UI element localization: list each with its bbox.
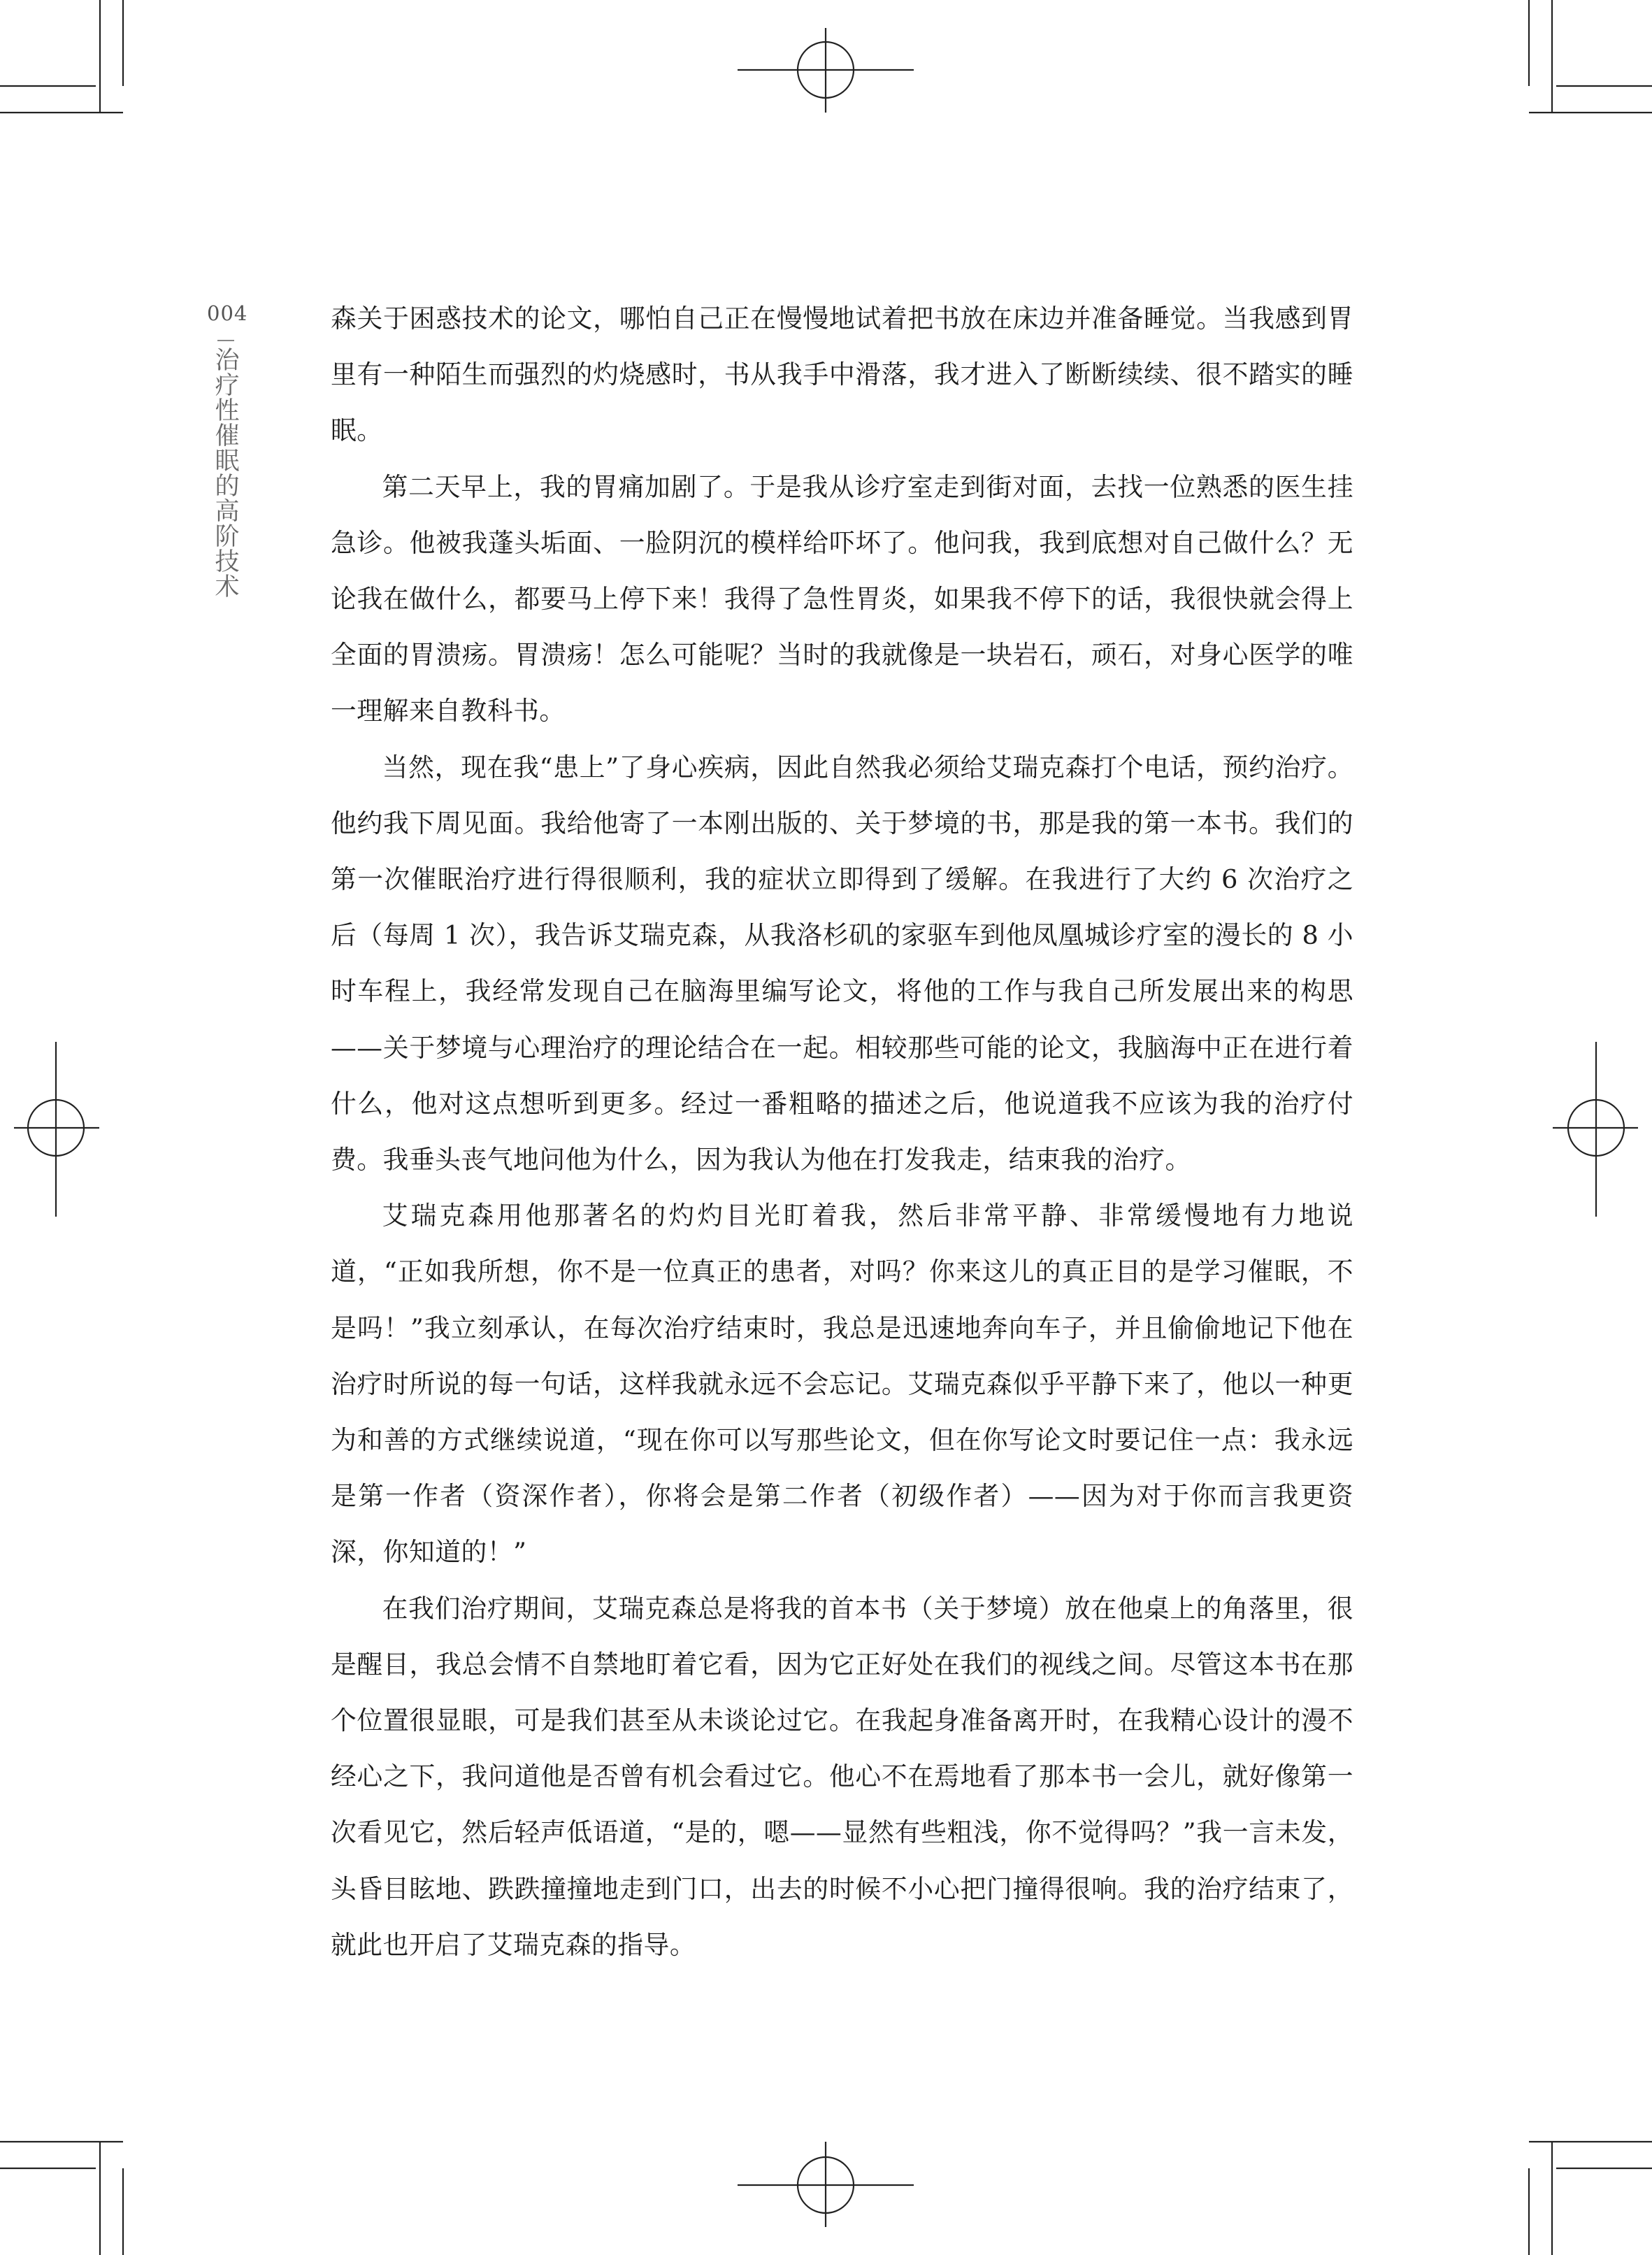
- paragraph: 森关于困惑技术的论文，哪怕自己正在慢慢地试着把书放在床边并准备睡觉。当我感到胃里有一种陌生而强烈的灼烧感时，书从我手中滑落，我才进入了断断续续、很不踏实的睡眠。: [331, 303, 1353, 446]
- paragraph: 第二天早上，我的胃痛加剧了。于是我从诊疗室走到街对面，去找一位熟悉的医生挂急诊。他被我蓬头垢面、一脸阴沉的模样给吓坏了。他问我，我到底想对自己做什么？无论我在做什么，都要马上停下来！我得了急性胃炎，如果我不停下的话，我很快就会得上全面的胃溃疡。胃溃疡！怎么可能呢？当时的我就像是一块岩石，顽石，对身心医学的唯一理解来自教科书。: [331, 471, 1353, 726]
- body-text: [331, 291, 1353, 1973]
- page-number: 004: [207, 301, 248, 325]
- paragraph: 当然，现在我“患上”了身心疾病，因此自然我必须给艾瑞克森打个电话，预约治疗。他约我下周见面。我给他寄了一本刚出版的、关于梦境的书，那是我的第一本书。我们的第一次催眠治疗进行得很顺利，我的症状立即得到了缓解。在我进行了大约 6 次治疗之后（每周 1 次），我告诉艾瑞克森，从我洛杉矶的家驱车到他凤凰城诊疗室的漫长的 8 小时车程上，我经常发现自己在脑海里编写论文，将他的工作与我自己所发展出来的构思——关于梦境与心理治疗的理论结合在一起。相较那些可能的论文，我脑海中正在进行着什么，他对这点想听到更多。经过一番粗略的描述之后，他说道我不应该为我的治疗付费。我垂头丧气地问他为什么，因为我认为他在打发我走，结束我的治疗。: [331, 752, 1353, 1175]
- paragraph: 在我们治疗期间，艾瑞克森总是将我的首本书（关于梦境）放在他桌上的角落里，很是醒目，我总会情不自禁地盯着它看，因为它正好处在我们的视线之间。尽管这本书在那个位置很显眼，可是我们甚至从未谈论过它。在我起身准备离开时，在我精心设计的漫不经心之下，我问道他是否曾有机会看过它。他心不在焉地看了那本书一会儿，就好像第一次看见它，然后轻声低语道，“是的，嗯——显然有些粗浅，你不觉得吗？”我一言未发，头昏目眩地、跌跌撞撞地走到门口，出去的时候不小心把门撞得很响。我的治疗结束了，就此也开启了艾瑞克森的指导。: [331, 1593, 1353, 1960]
- running-title: 治疗性催眠的高阶技术: [211, 347, 239, 599]
- paragraph: 艾瑞克森用他那著名的灼灼目光盯着我，然后非常平静、非常缓慢地有力地说道，“正如我所想，你不是一位真正的患者，对吗？你来这儿的真正目的是学习催眠，不是吗！”我立刻承认，在每次治疗结束时，我总是迅速地奔向车子，并且偷偷地记下他在治疗时所说的每一句话，这样我就永远不会忘记。艾瑞克森似乎平静下来了，他以一种更为和善的方式继续说道，“现在你可以写那些论文，但在你写论文时要记住一点：我永远是第一作者（资深作者），你将会是第二作者（初级作者）——因为对于你而言我更资深，你知道的！”: [331, 1201, 1353, 1568]
- running-title-rule: [217, 340, 234, 341]
